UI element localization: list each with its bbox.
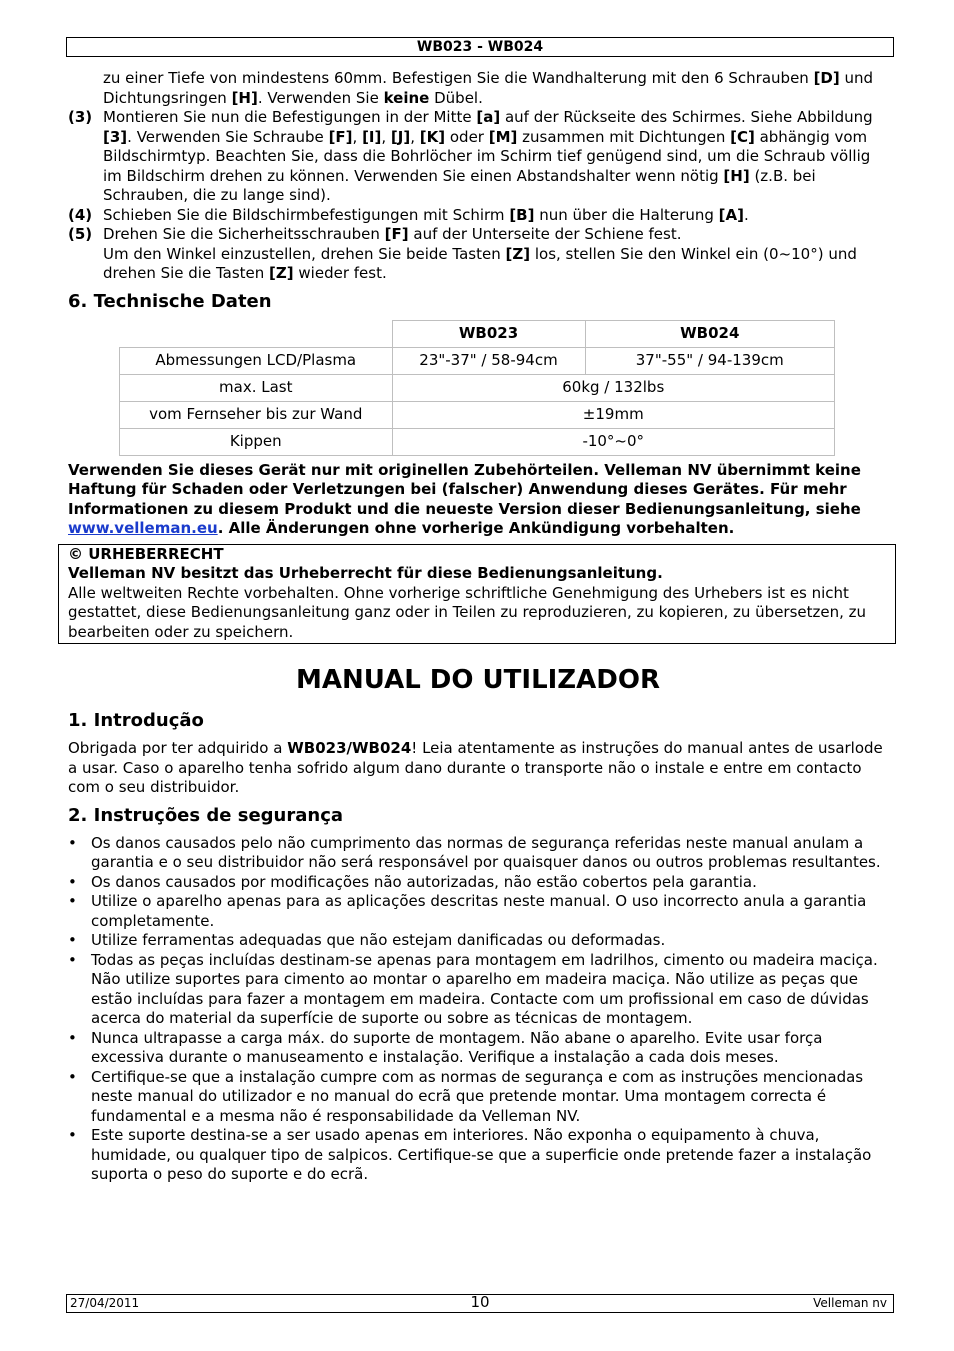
list-item [68,951,888,1029]
step-3 [68,108,888,206]
table-row-label: Abmessungen LCD/Plasma [120,347,393,374]
step-4 [68,206,888,226]
list-item [68,892,888,931]
table-row-label: vom Fernseher bis zur Wand [120,401,393,428]
bold-ref: [D] [813,69,840,87]
table-cell: 23"-37" / 58-94cm [392,347,585,374]
step-list [68,108,888,284]
page-header [66,37,894,57]
bold-ref: [A] [718,205,744,224]
footer-company: Velleman nv [813,1296,887,1310]
page-content [68,69,888,1185]
copyright-text: Alle weltweiten Rechte vorbehalten. Ohne vorherige schriftliche Genehmigung des Urhebers ist es nicht gestattet, diese Bedienungsanleitung ganz oder in Teilen zu reproduzieren, zu kopieren, zu übersetzen, zu bearbeiten oder zu speichern. [68,583,867,641]
bold-ref: [F] [384,225,409,243]
bold-ref: [H] [231,88,258,107]
bold-ref: [M] [488,127,518,146]
intro-model: WB023/WB024 [287,739,412,757]
step5-continuation: Um den Winkel einzustellen, drehen Sie beide Tasten [Z] los, stellen Sie den Winkel ein (0~10°) und drehen Sie die Tasten [Z] wieder fest. [103,244,857,282]
step2-continuation: zu einer Tiefe von mindestens 60mm. Befestigen Sie die Wandhalterung mit den 6 Schrauben [D] und Dichtungsringen [H]. Verwenden Sie keine Dübel. [103,69,874,107]
bold-ref: [3] [103,127,128,146]
bullet-icon: • [68,872,77,891]
section-heading-intro: 1. Introdução [68,710,204,731]
spec-table [119,320,835,456]
bold-ref: keine [383,88,430,107]
table-row-label: Kippen [120,428,393,455]
list-item-text: Os danos causados pelo não cumprimento das normas de segurança referidas neste manual anulam a garantia e o seu distribuidor não será responsável por quaisquer danos ou outros problemas resultantes. [91,833,881,871]
footer-page-number: 10 [470,1293,490,1311]
list-item-text: Os danos causados por modificações não autorizadas, não estão cobertos pela garantia. [91,872,757,891]
copyright-box [58,544,896,645]
safety-list [68,834,888,1185]
intro-text-b: ! Leia atentamente as instruções do manual antes de usarlode a usar. Caso o aparelho tenha sofrido algum dano durante o transporte não o instale e entre em contacto com o seu distribuidor. [68,739,883,796]
manual-title: MANUAL DO UTILIZADOR [296,665,660,695]
table-corner [120,320,393,347]
page-footer [66,1294,894,1313]
step-text: Schieben Sie die Bildschirmbefestigungen mit Schirm [B] nun über die Halterung [A]. [103,205,749,224]
section-heading-tech-data: 6. Technische Daten [68,290,272,312]
list-item [68,1029,888,1068]
list-item [68,1126,888,1185]
bold-ref: [a] [476,108,501,126]
copyright-title: © URHEBERRECHT [68,544,224,563]
bullet-icon: • [68,950,77,969]
table-header-row [120,320,835,347]
bullet-icon: • [68,1126,77,1144]
bold-ref: [F] [328,127,353,146]
list-item-text: Todas as peças incluídas destinam-se apenas para montagem em ladrilhos, cimento ou madeira maciça. Não utilize suportes para cimento ao montar o aparelho em madeira maciça. Não utilize as peças que estão incluídas para fazer a montagem em madeira. Contacte com um profissional em caso de dúvidas acerca do material da superfície de suporte ou sobre as técnicas de montagem. [91,950,878,1027]
notice-text-b: . Alle Änderungen ohne vorherige Ankündigung vorbehalten. [217,519,735,537]
bold-ref: [K] [419,127,446,146]
table-cell: 37"-55" / 94-139cm [585,347,835,374]
table-row [120,347,835,374]
table-cell: 60kg / 132lbs [392,374,835,401]
bullet-icon: • [68,931,77,949]
step-text: Montieren Sie nun die Befestigungen in der Mitte [a] auf der Rückseite des Schirmes. Siehe Abbildung [3]. Verwenden Sie Schraube [F], [I], [J], [K] oder [M] zusammen mit Dichtungen [C] abhängig vom Bildschirmtyp. Beachten Sie, dass die Bohrlöcher im Schirm tief genügend sind, um die Schraub völlig im Bildschirm drehen zu können. Verwenden Sie einen Abstandshalter wenn nötig [H] (z.B. bei Schrauben, die zu lange sind). [103,108,873,204]
step-text: Drehen Sie die Sicherheitsschrauben [F] auf der Unterseite der Schiene fest. [103,225,682,243]
bold-ref: [J] [390,127,411,146]
table-row [120,374,835,401]
table-row [120,428,835,455]
table-cell: -10°~0° [392,428,835,455]
step-5 [68,225,888,245]
table-row [120,401,835,428]
section-heading-safety: 2. Instruções de segurança [68,804,344,826]
list-item-text: Nunca ultrapasse a carga máx. do suporte de montagem. Não abane o aparelho. Evite usar força excessiva durante o manuseamento e instalação. Verifique a instalação a cada dois meses. [91,1028,823,1066]
bold-ref: [Z] [505,244,531,263]
intro-paragraph [68,739,888,798]
bold-ref: [H] [723,166,750,185]
step-number: (3) [68,108,93,126]
list-item-text: Certifique-se que a instalação cumpre com as normas de segurança e com as instruções mencionadas neste manual do utilizador e no manual do ecrã que pretende montar. Uma montagem correcta é fundamental e a mesma não é responsabilidade da Velleman NV. [91,1067,864,1125]
table-header-wb024: WB024 [585,320,835,347]
footer-date: 27/04/2011 [70,1296,140,1310]
list-item [68,873,888,893]
intro-text-a: Obrigada por ter adquirido a [68,739,288,757]
bullet-icon: • [68,1067,77,1086]
table-row-label: max. Last [120,374,393,401]
bold-ref: [C] [730,127,755,146]
list-item-text: Utilize o aparelho apenas para as aplicações descritas neste manual. O uso incorrecto anula a garantia completamente. [91,892,867,930]
bold-ref: [I] [362,127,382,146]
table-header-wb023: WB023 [392,320,585,347]
header-title: WB023 - WB024 [416,39,544,55]
bullet-icon: • [68,892,77,910]
list-item [68,931,888,951]
table-cell: ±19mm [392,401,835,428]
bold-ref: [B] [509,205,535,224]
copyright-bold-line: Velleman NV besitzt das Urheberrecht für diese Bedienungsanleitung. [68,564,663,582]
bullet-icon: • [68,833,77,852]
list-item-text: Este suporte destina-se a ser usado apenas em interiores. Não exponha o equipamento à chuva, humidade, ou qualquer tipo de salpicos. Certifique-se que a superficie onde pretende fazer a instalação suporta o peso do suporte e do ecrã. [91,1126,872,1183]
step-number: (5) [68,225,93,243]
bullet-icon: • [68,1028,77,1047]
step-number: (4) [68,205,93,224]
list-item-text: Utilize ferramentas adequadas que não estejam danificadas ou deformadas. [91,931,666,949]
notice-paragraph [68,461,888,539]
bold-ref: [Z] [269,264,294,282]
velleman-link[interactable]: www.velleman.eu [68,519,218,537]
list-item [68,1068,888,1127]
list-item [68,834,888,873]
notice-text-a: Verwenden Sie dieses Gerät nur mit originellen Zubehörteilen. Velleman NV übernimmt keine Haftung für Schaden oder Verletzungen bei (falscher) Anwendung dieses Gerätes. Für mehr Informationen zu diesem Produkt und die neueste Version dieser Bedienungsanleitung, siehe [68,460,861,518]
